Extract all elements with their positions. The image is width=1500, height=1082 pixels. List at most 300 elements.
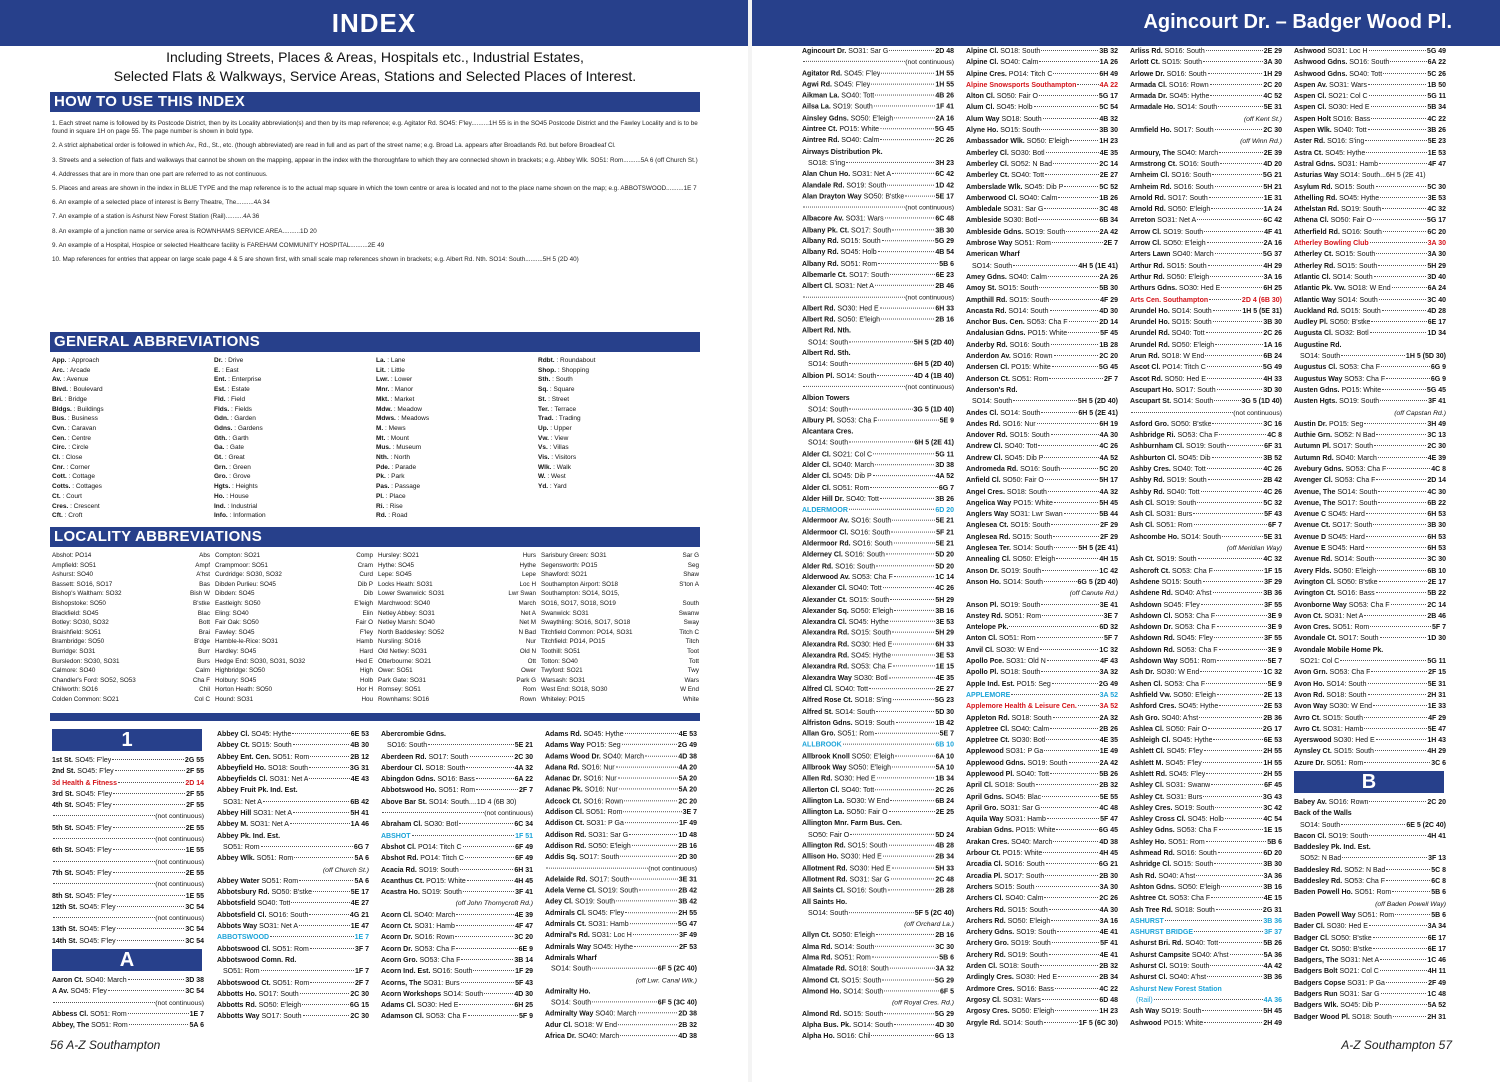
map-reference: 3D 40 — [1427, 273, 1446, 281]
map-reference: 5E 31 — [1427, 680, 1446, 688]
abbreviation-code: Shop. — [538, 366, 557, 374]
dot-leader — [880, 307, 935, 308]
index-entry — [1294, 633, 1446, 644]
abbreviation-item — [52, 453, 210, 463]
dot-leader — [876, 710, 934, 711]
abbreviation-code: Gth. — [214, 434, 227, 442]
locality-abbr: Ower — [520, 667, 536, 675]
entry-name: A Av. SO45: F'ley — [52, 988, 107, 996]
map-reference: 6F 31 — [1264, 443, 1282, 451]
dot-leader — [1369, 835, 1426, 836]
entry-name: Archery Rd. SO19: South — [966, 951, 1048, 959]
map-reference: 1H 23 — [1099, 138, 1118, 146]
abbreviation-item — [214, 511, 372, 521]
dot-leader — [850, 834, 934, 835]
map-reference: 2F 49 — [1428, 979, 1446, 987]
map-reference: 6F 49 — [515, 855, 533, 863]
dot-leader — [309, 767, 349, 768]
dot-leader — [1198, 558, 1263, 559]
map-reference: 4C 8 — [1267, 432, 1282, 440]
entry-name: Albany Rd. SO15: South — [802, 238, 881, 246]
index-entry — [1294, 600, 1446, 611]
abbreviation-meaning: : Fields — [229, 405, 252, 413]
index-entry — [802, 46, 954, 57]
dot-leader — [1047, 660, 1099, 661]
index-entry — [802, 841, 954, 852]
map-reference: 6G 5 (2D 40) — [1077, 578, 1118, 586]
index-entry — [381, 853, 533, 864]
dot-leader — [849, 363, 913, 364]
dot-leader — [1036, 784, 1098, 785]
index-entry — [1294, 667, 1446, 678]
index-entry — [966, 295, 1118, 306]
map-reference: 1E 33 — [1427, 703, 1446, 711]
howto-item: 4. Addresses that are in more than one part are referred to as not continuous. — [52, 170, 268, 178]
locality-item — [541, 618, 699, 628]
dot-leader — [1212, 457, 1263, 458]
map-reference: 6C 48 — [935, 215, 954, 223]
locality-abbr: Swanw — [678, 609, 699, 617]
entry-name: Abbotsfield SO40: Tott — [217, 900, 291, 908]
index-entry — [1130, 57, 1282, 68]
index-column-2 — [217, 729, 369, 1023]
dot-leader — [880, 128, 934, 129]
index-entry — [966, 848, 1118, 859]
continuation-note — [381, 808, 533, 819]
entry-name: Ashdown Way SO51: Rom — [1130, 658, 1217, 666]
map-reference: 5G 45 — [934, 126, 954, 134]
entry-name: Acorn Dr. SO16: Rown — [381, 934, 455, 942]
map-reference: 6G 9 — [1430, 364, 1446, 372]
entry-name: April Cl. SO18: South — [966, 782, 1035, 790]
entry-name: ABBOTSWOOD — [217, 934, 270, 942]
locality-name: Park Gate: SO31 — [378, 676, 426, 684]
abbreviation-code: Ind. — [214, 502, 226, 510]
map-reference: 3E 31 — [678, 876, 697, 884]
map-reference: 3C 54 — [185, 937, 204, 945]
map-reference: 6H 33 — [935, 641, 954, 649]
locality-item — [215, 609, 373, 619]
entry-name: Adey Cl. SO19: South — [545, 898, 616, 906]
map-reference: 5D 24 — [935, 831, 954, 839]
entry-name: Abbeyfields Cl. SO31: Net A — [217, 776, 309, 784]
index-entry — [1130, 995, 1282, 1006]
index-entry — [1294, 475, 1446, 486]
index-entry — [1294, 374, 1446, 385]
index-entry — [966, 984, 1118, 995]
entry-name: Baden Powell Ho. SO51: Rom — [1294, 889, 1392, 897]
index-entry — [1130, 803, 1282, 814]
locality-abbr: A'hst — [196, 571, 210, 579]
abbreviation-meaning: : Yard — [548, 483, 567, 491]
abbreviation-item — [376, 511, 534, 521]
entry-name: 2nd St. SO45: F'ley — [52, 768, 114, 776]
map-reference: 5E 21 — [514, 742, 533, 750]
index-entry — [1294, 80, 1446, 91]
locality-name: Hursley: SO21 — [378, 552, 419, 559]
map-reference: 3F 13 — [1428, 855, 1446, 863]
entry-name: SO14: South — [808, 406, 849, 414]
abbreviation-code: Gdn. — [214, 415, 229, 423]
index-entry — [1130, 701, 1282, 712]
index-entry — [966, 441, 1118, 452]
map-reference: 5G 11 — [1427, 658, 1446, 666]
map-reference: 4H 45 — [514, 877, 533, 885]
entry-name: Aquila Way SO31: Hamb — [966, 816, 1046, 824]
abbreviation-code: Cnr. — [52, 463, 65, 471]
entry-name: Ampthill Rd. SO15: South — [966, 296, 1050, 304]
dot-leader — [1041, 671, 1098, 672]
abbreviation-meaning: : Buildings — [71, 405, 104, 413]
dot-leader — [1208, 73, 1263, 74]
index-entry — [1130, 351, 1282, 362]
dot-leader — [1379, 581, 1427, 582]
map-reference: 6F 45 — [1264, 782, 1282, 790]
continuation-note — [52, 913, 204, 924]
map-reference: 2A 26 — [1099, 273, 1118, 281]
dot-leader — [1048, 276, 1099, 277]
locality-abbr: Lwr Swan — [508, 590, 536, 598]
index-entry — [802, 415, 954, 426]
index-entry — [1130, 713, 1282, 724]
dot-leader — [1011, 694, 1098, 695]
entry-name: Aberdeen Rd. SO17: South — [381, 753, 469, 761]
letter-heading-a: A — [52, 949, 202, 971]
entry-name: Avenue C SO45: Hard — [1294, 511, 1365, 519]
index-entry — [966, 667, 1118, 678]
location-note — [802, 919, 954, 930]
map-reference: 3H 23 — [935, 159, 954, 167]
index-entry — [802, 516, 954, 527]
map-reference: 2C 20 — [1427, 799, 1446, 806]
locality-abbr: Ott — [527, 657, 536, 665]
entry-name: Ashwood Gdns. SO40: Tott — [1294, 70, 1383, 78]
dot-leader — [128, 1013, 189, 1014]
entry-name: Allbrook Way SO50: E'leigh — [802, 764, 891, 772]
entry-name: Acorn Workshops SO14: South — [381, 990, 484, 998]
map-reference: 6B 22 — [1427, 499, 1446, 507]
index-entry — [802, 1031, 954, 1042]
map-reference: 2B 26 — [1099, 725, 1118, 733]
entry-name: Airways Distribution Pk. — [802, 148, 883, 156]
map-reference: 3C 48 — [1099, 206, 1118, 214]
locality-item — [52, 589, 210, 599]
dot-leader — [895, 755, 934, 756]
entry-name: Allotment Rd. SO31: Sar G — [802, 876, 890, 884]
dot-leader — [1068, 332, 1099, 333]
map-reference: 5A 6 — [354, 855, 369, 863]
map-reference: 6C 34 — [514, 821, 533, 829]
locality-name: Totton: SO40 — [541, 657, 578, 665]
location-note — [802, 998, 954, 1009]
dot-leader — [1051, 920, 1098, 921]
locality-name: Swanwick: SO31 — [541, 609, 589, 617]
entry-name: Armada Cl. SO16: Rown — [1130, 81, 1209, 89]
dot-leader — [261, 846, 353, 847]
dot-leader — [313, 891, 350, 892]
map-reference: 4D 30 — [1099, 307, 1118, 315]
index-entry — [1294, 328, 1446, 339]
dot-leader — [1218, 852, 1263, 853]
index-entry — [802, 718, 954, 729]
abbreviation-meaning: : Villas — [547, 444, 569, 452]
abbreviation-item — [52, 511, 210, 521]
entry-name: Anglesea Ct. SO15: South — [966, 522, 1051, 530]
entry-name: Asford Gro. SO50: B'stke — [1130, 420, 1212, 428]
entry-name: Anson Dr. SO19: South — [966, 567, 1042, 575]
dot-leader — [893, 666, 935, 667]
dot-leader — [1041, 412, 1077, 413]
index-entry — [802, 315, 954, 326]
index-entry — [1294, 876, 1446, 887]
entry-name: Anfield Cl. SO50: Fair O — [966, 477, 1044, 485]
index-entry — [966, 261, 1118, 272]
map-reference: 4A 30 — [1099, 432, 1118, 440]
index-entry — [966, 769, 1118, 780]
locality-abbr: Park G — [516, 676, 536, 684]
index-entry — [1294, 170, 1446, 181]
dot-leader — [1200, 671, 1262, 672]
map-reference: 4H 41 — [1427, 832, 1446, 840]
entry-name: Ascupart Ho. SO17: South — [1130, 386, 1216, 394]
dot-leader — [890, 800, 934, 801]
map-reference: 5G 47 — [677, 921, 697, 929]
entry-name: Allington Mnr. Farm Bus. Cen. — [802, 820, 902, 828]
dot-leader — [463, 846, 515, 847]
entry-name: ASHURST BRIDGE — [1130, 929, 1194, 937]
entry-name: Badger Cl. SO50: B'stke — [1294, 934, 1372, 942]
entry-name: Avenue Rd. SO14: South — [1294, 556, 1375, 564]
map-reference: 4C 52 — [1263, 93, 1282, 101]
abbreviation-code: Ga. — [214, 444, 225, 452]
entry-name: Ashurst New Forest Station — [1130, 985, 1222, 993]
index-entry — [1294, 724, 1446, 735]
map-reference: 2D 30 — [678, 854, 697, 861]
map-reference: 5F 43 — [1264, 511, 1282, 519]
dot-leader — [1051, 434, 1099, 435]
index-entry — [802, 684, 954, 695]
index-entry — [966, 724, 1118, 735]
map-reference: 3B 42 — [678, 898, 697, 906]
map-reference: 4A 32 — [1099, 488, 1118, 496]
map-reference: 5C 26 — [1427, 70, 1446, 78]
locality-abbr: Fair O — [355, 619, 373, 627]
index-entry — [966, 306, 1118, 317]
dot-leader — [1366, 152, 1426, 153]
dot-leader — [803, 296, 905, 297]
map-reference: 2F 29 — [1100, 522, 1118, 530]
locality-abbr: Toot — [687, 647, 699, 655]
index-entry — [1294, 125, 1446, 136]
index-entry — [1130, 769, 1282, 780]
entry-name: Apollo Pce. SO31: Old N — [966, 658, 1046, 666]
map-reference: 2G 49 — [677, 742, 697, 750]
index-entry — [802, 124, 954, 135]
entry-name: Bacon Cl. SO19: South — [1294, 832, 1369, 840]
entry-name: Amberley Cl. SO52: N Bad — [966, 160, 1052, 168]
dot-leader — [1380, 959, 1426, 960]
index-entry — [545, 953, 697, 964]
map-reference: 5B 6 — [939, 954, 954, 962]
abbreviation-code: Ct. — [52, 492, 61, 500]
dot-leader — [1342, 857, 1427, 858]
dot-leader — [1376, 186, 1427, 187]
dot-leader — [1044, 750, 1098, 751]
dot-leader — [115, 770, 185, 771]
entry-name: Avington Cl. SO50: B'stke — [1294, 578, 1378, 586]
index-entry — [966, 91, 1118, 102]
entry-name: Allison Ho. SO30: Hed E — [802, 854, 882, 861]
index-entry — [966, 905, 1118, 916]
entry-name: Abingdon Gdns. SO16: Bass — [381, 776, 475, 784]
map-reference: 2F 7 — [354, 979, 369, 987]
index-entry — [802, 662, 954, 673]
dot-leader — [873, 453, 934, 454]
entry-name: Abbess Cl. SO51: Rom — [52, 1010, 127, 1018]
index-entry — [966, 950, 1118, 961]
right-page — [752, 0, 1500, 1082]
index-entry — [545, 852, 697, 863]
entry-name: Aldermoor Av. SO16: South — [802, 518, 892, 526]
map-reference: 5C 20 — [1099, 465, 1118, 473]
entry-name: Albert Rd. Sth. — [802, 350, 851, 358]
map-reference: 2H 55 — [1263, 771, 1282, 778]
map-reference: 5G 11 — [935, 451, 954, 458]
index-entry — [217, 774, 369, 785]
dot-leader — [874, 106, 935, 107]
map-reference: 1H 43 — [1427, 737, 1446, 745]
entry-name: Angel Cres. SO18: South — [966, 488, 1047, 496]
map-reference: 3B 32 — [1099, 48, 1118, 55]
entry-name: Anderdon Av. SO16: Rown — [966, 353, 1053, 361]
abbreviation-item — [376, 434, 534, 444]
abbreviation-code: Av. — [52, 376, 62, 384]
dot-leader — [1383, 73, 1426, 74]
abbreviation-meaning: : Museum — [390, 444, 422, 452]
map-reference: 5E 47 — [1427, 725, 1446, 733]
entry-name: Arundel Rd. SO40: Tott — [1130, 330, 1205, 338]
dot-leader — [53, 838, 155, 839]
dot-leader — [871, 1035, 933, 1036]
map-reference: 6H 19 — [1099, 420, 1118, 428]
continuation-note — [52, 879, 204, 890]
locality-item — [52, 676, 210, 686]
index-entry — [966, 701, 1118, 712]
index-entry — [966, 577, 1118, 588]
entry-name: Antelope Pk. — [966, 624, 1009, 632]
map-reference: 6G 21 — [1098, 861, 1118, 869]
index-entry — [381, 978, 533, 989]
abbreviation-meaning: : Gardens — [232, 424, 263, 432]
abbreviation-code: E. — [214, 366, 221, 374]
map-reference: 5H 45 — [1263, 1008, 1282, 1016]
entry-name: Alpine Snowsports Southampton — [966, 81, 1077, 89]
entry-name: Ashby Cres. SO40: Tott — [1130, 465, 1206, 473]
dot-leader — [1377, 570, 1426, 571]
dot-leader — [1216, 909, 1262, 910]
locality-abbr: Bas — [199, 580, 210, 588]
abbreviation-code: Blvd. — [52, 386, 68, 394]
locality-name: Warsash: SO31 — [541, 676, 586, 684]
map-reference: 5C 32 — [1263, 499, 1282, 507]
map-reference: 5A 10 — [935, 764, 954, 772]
map-reference: 6B 24 — [935, 798, 954, 805]
locality-item — [215, 561, 373, 571]
dot-leader — [877, 778, 935, 779]
entry-name: Acorn Ct. SO31: Hamb — [381, 923, 455, 931]
index-entry — [1294, 91, 1446, 102]
locality-item — [52, 666, 210, 676]
dot-leader — [1213, 310, 1242, 311]
entry-name: Ash Cl. SO51: Rom — [1130, 522, 1193, 530]
index-entry — [966, 227, 1118, 238]
dot-leader — [118, 782, 184, 783]
dot-leader — [1069, 321, 1099, 322]
map-reference: 4E 39 — [514, 911, 533, 919]
map-reference: 3B 30 — [1099, 127, 1118, 135]
index-entry — [966, 328, 1118, 339]
map-reference: 5G 17 — [1426, 217, 1446, 225]
entry-name: Alfred Rose Ct. SO18: S'ing — [802, 697, 892, 705]
index-entry — [966, 272, 1118, 283]
dot-leader — [1055, 988, 1098, 989]
index-entry — [1294, 588, 1446, 599]
index-entry — [545, 874, 697, 885]
index-entry — [966, 453, 1118, 464]
map-reference: 5G 17 — [1098, 93, 1118, 101]
entry-name: Albert Rd. SO30: Hed E — [802, 305, 879, 313]
entry-name: Alpine Cl. SO18: South — [966, 48, 1041, 55]
map-reference: 2C 48 — [935, 876, 954, 884]
map-reference: 2E 39 — [1263, 149, 1282, 157]
entry-name: Avenger Cl. SO53: Cha F — [1294, 477, 1376, 485]
entry-name: Addison Ct. SO31: P Ga — [545, 820, 624, 828]
index-entry — [381, 763, 533, 774]
map-reference: 6B 34 — [1099, 217, 1118, 225]
dot-leader — [1052, 242, 1103, 243]
dot-leader — [885, 218, 935, 219]
map-reference: 4E 27 — [350, 900, 369, 908]
entry-name: SO18: S'ing — [808, 159, 846, 167]
entry-name: Appletree Cl. SO40: Calm — [966, 725, 1050, 733]
abbreviation-code: Wlk. — [538, 463, 552, 471]
dot-leader — [412, 835, 515, 836]
dot-leader — [263, 801, 349, 802]
map-reference: 4C 32 — [1427, 206, 1446, 214]
dot-leader — [849, 341, 913, 342]
index-entry — [802, 762, 954, 773]
entry-name: Arcadia Pl. SO17: South — [966, 872, 1045, 880]
dot-leader — [1214, 637, 1263, 638]
entry-name: SO51: Rom — [223, 968, 260, 976]
index-entry — [217, 921, 369, 932]
locality-abbr: Cha F — [192, 676, 210, 684]
locality-name: Rownhams: SO16 — [378, 695, 430, 703]
dot-leader — [1047, 818, 1099, 819]
map-reference: 1A 26 — [1099, 59, 1118, 67]
map-reference: 2C 26 — [1263, 330, 1282, 338]
entry-name: Allyn Ct. SO50: E'leigh — [802, 932, 875, 940]
index-entry — [966, 882, 1118, 893]
abbreviation-meaning: : South — [550, 376, 573, 384]
dot-leader — [113, 793, 185, 794]
dot-leader — [1370, 332, 1427, 333]
index-entry — [1130, 916, 1282, 927]
index-entry — [1130, 859, 1282, 870]
entry-name: Alexander Cl. SO40: Tott — [802, 585, 882, 593]
dot-leader — [1193, 513, 1263, 514]
abbreviation-item — [376, 414, 534, 424]
